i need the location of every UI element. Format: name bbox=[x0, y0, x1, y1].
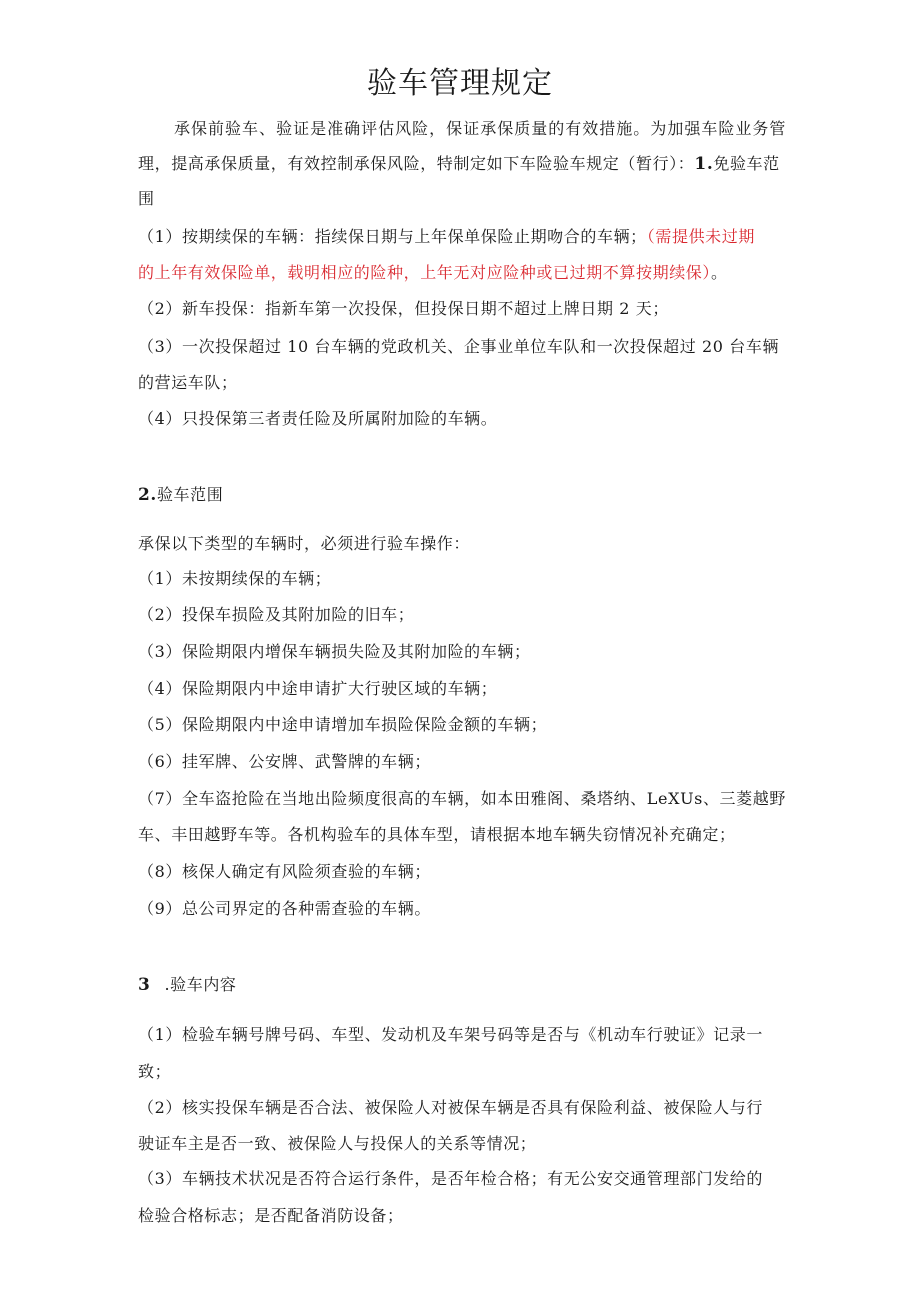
s1-item-1-note-start: （需提供未过期 bbox=[646, 227, 755, 246]
s1-item-2: （2）新车投保：指新车第一次投保，但投保日期不超过上牌日期 2 天； bbox=[138, 299, 669, 318]
s2-item-2: （2）投保车损险及其附加险的旧车； bbox=[138, 605, 415, 624]
s3-item-3-line-1: （3）车辆技术状况是否符合运行条件，是否年检合格；有无公安交通管理部门发给的 bbox=[138, 1169, 763, 1188]
section-2-number: 2. bbox=[138, 485, 157, 505]
s2-item-4: （4）保险期限内中途申请扩大行驶区域的车辆； bbox=[138, 679, 498, 698]
s1-item-1-line-2 bbox=[138, 262, 788, 284]
intro-line-2 bbox=[138, 153, 788, 175]
s2-lead: 承保以下类型的车辆时，必须进行验车操作： bbox=[138, 534, 471, 553]
s1-item-3-line-1: （3）一次投保超过 10 台车辆的党政机关、企事业单位车队和一次投保超过 20 台车辆 bbox=[138, 337, 780, 356]
section-2-heading bbox=[138, 484, 788, 506]
section-1-title: 免验车范 bbox=[713, 154, 780, 173]
s3-item-2-line-1: （2）核实投保车辆是否合法、被保险人对被保车辆是否具有保险利益、被保险人与行 bbox=[138, 1098, 763, 1117]
s2-item-5: （5）保险期限内中途申请增加车损险保险金额的车辆； bbox=[138, 715, 548, 734]
s2-item-7-line-2: 车、丰田越野车等。各机构验车的具体车型，请根据本地车辆失窃情况补充确定； bbox=[138, 825, 736, 844]
s1-item-1-line-1 bbox=[138, 226, 788, 248]
s2-item-6: （6）挂军牌、公安牌、武警牌的车辆； bbox=[138, 752, 431, 771]
s2-item-3: （3）保险期限内增保车辆损失险及其附加险的车辆； bbox=[138, 642, 531, 661]
section-1-number: 1. bbox=[694, 154, 714, 174]
section-3-number: 3 bbox=[138, 975, 151, 995]
s1-item-1-text: （1）按期续保的车辆：指续保日期与上年保单保险止期吻合的车辆； bbox=[138, 227, 647, 246]
s2-item-9: （9）总公司界定的各种需查验的车辆。 bbox=[138, 899, 431, 918]
s1-item-3-line-2: 的营运车队； bbox=[138, 373, 238, 392]
s3-item-3-line-2: 检验合格标志；是否配备消防设备； bbox=[138, 1206, 404, 1225]
s3-item-1-line-1: （1）检验车辆号牌号码、车型、发动机及车架号码等是否与《机动车行驶证》记录一 bbox=[138, 1025, 763, 1044]
section-3-heading bbox=[138, 974, 788, 996]
s3-item-1-line-2: 致； bbox=[138, 1062, 172, 1081]
s1-item-1-note-end: 的上年有效保险单，载明相应的险种，上年无对应险种或已过期不算按期续保） bbox=[138, 263, 712, 282]
document-title: 验车管理规定 bbox=[367, 66, 553, 101]
section-2-title: 验车范围 bbox=[156, 485, 224, 504]
s1-item-1-period: 。 bbox=[711, 263, 728, 282]
s2-item-7-line-1: （7）全车盗抢险在当地出险频度很高的车辆，如本田雅阁、桑塔纳、LeXUs、三菱越野 bbox=[138, 789, 786, 808]
s1-item-4: （4）只投保第三者责任险及所属附加险的车辆。 bbox=[138, 409, 498, 428]
intro-line-3: 围 bbox=[138, 189, 155, 208]
s3-item-2-line-2: 驶证车主是否一致、被保险人与投保人的关系等情况； bbox=[138, 1134, 537, 1153]
s2-item-8: （8）核保人确定有风险须查验的车辆； bbox=[138, 862, 431, 881]
section-3-title: .验车内容 bbox=[164, 975, 237, 994]
s2-item-1: （1）未按期续保的车辆； bbox=[138, 569, 332, 588]
intro-line-1: 承保前验车、验证是准确评估风险，保证承保质量的有效措施。为加强车险业务管 bbox=[174, 119, 786, 138]
intro-line-2-text: 理，提高承保质量，有效控制承保风险，特制定如下车险验车规定（暂行）： bbox=[138, 154, 695, 173]
